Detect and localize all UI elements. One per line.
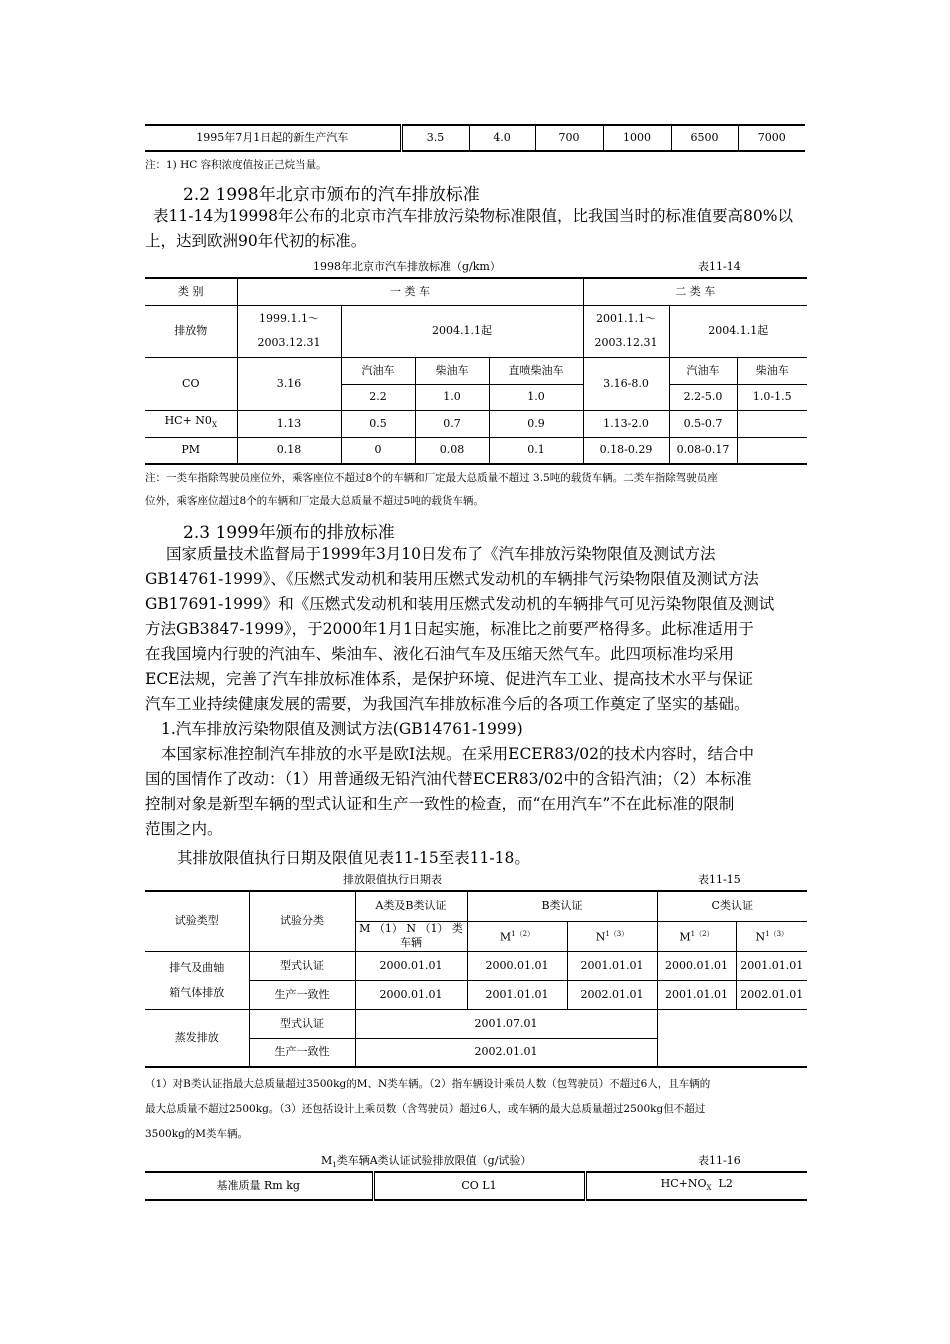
para-line: 在我国境内行驶的汽油车、柴油车、液化石油气车及压缩天然气车。此四项标准均采用 bbox=[145, 645, 735, 663]
table-note bbox=[145, 1072, 809, 1147]
table-cell: 排放物 bbox=[145, 305, 237, 357]
table-cell bbox=[145, 410, 237, 437]
table-cell: 1995年7月1日起的新生产汽车 bbox=[145, 125, 401, 151]
paragraph bbox=[145, 542, 809, 871]
table-cell: PM bbox=[145, 437, 237, 464]
table-note bbox=[145, 467, 809, 513]
table-cell: 2004.1.1起 bbox=[669, 305, 807, 357]
n1-label: N bbox=[755, 930, 766, 944]
para-line: ECE法规，完善了汽车排放标准体系，是保护环境、促进汽车工业、提高技术水平与保证 bbox=[145, 670, 753, 688]
para-line: 方法GB3847-1999》，于2000年1月1日起实施，标准比之前要严格得多。此标准适用于 bbox=[145, 620, 754, 638]
table-cell bbox=[737, 437, 807, 464]
hcnox-rest: L2 bbox=[711, 1176, 733, 1190]
table-cell: 试验类型 bbox=[145, 891, 249, 951]
m1-label: M bbox=[679, 930, 691, 944]
table-cell: 2000.01.01 bbox=[355, 980, 467, 1009]
table-cell: 1.0-1.5 bbox=[737, 384, 807, 410]
table-11-15 bbox=[145, 890, 807, 1068]
table-cell: 2001.01.01 bbox=[467, 980, 567, 1009]
table-cell: 汽油车 bbox=[341, 357, 415, 384]
hcnox-sub: X bbox=[706, 1184, 712, 1193]
table-cell: 生产一致性 bbox=[249, 980, 355, 1009]
table-cell: 4.0 bbox=[469, 125, 535, 151]
para-line: 其排放限值执行日期及限值见表11-15至表11-18。 bbox=[177, 849, 530, 867]
table-number: 表11-14 bbox=[698, 260, 741, 273]
table-cell: 0.18 bbox=[237, 437, 341, 464]
table-caption: 1998年北京市汽车排放标准（g/km） bbox=[313, 260, 501, 273]
table-cell: 类 别 bbox=[145, 278, 237, 305]
table-cell bbox=[657, 921, 736, 951]
table-cell: 2004.1.1起 bbox=[341, 305, 583, 357]
note-line: 3500kg的M类车辆。 bbox=[145, 1128, 249, 1140]
caption-sub: 1 bbox=[332, 1161, 337, 1170]
list-item: 1.汽车排放污染物限值及测试方法(GB14761-1999) bbox=[161, 720, 523, 738]
date-line: 2003.12.31 bbox=[594, 336, 658, 349]
table-cell: 0.08-0.17 bbox=[669, 437, 737, 464]
table-cell: 生产一致性 bbox=[249, 1038, 355, 1067]
table-cell: 0 bbox=[341, 437, 415, 464]
table-cell: 型式认证 bbox=[249, 951, 355, 980]
caption-rest: 类车辆A类认证试验排放限值（g/试验） bbox=[336, 1154, 532, 1167]
table-cell: 直喷柴油车 bbox=[489, 357, 583, 384]
date-line: 2003.12.31 bbox=[257, 336, 321, 349]
section-heading: 2.2 1998年北京市颁布的汽车排放标准 bbox=[183, 185, 480, 205]
table-cell: 0.1 bbox=[489, 437, 583, 464]
table-cell: 7000 bbox=[738, 125, 805, 151]
table-cell: 3.5 bbox=[401, 125, 469, 151]
para-line: 国家质量技术监督局于1999年3月10日发布了《汽车排放污染物限值及测试方法 bbox=[166, 545, 716, 563]
table-cell: 3.16 bbox=[237, 357, 341, 410]
para-line: GB17691-1999》和《压燃式发动机和装用压燃式发动机的车辆排气可见污染物限值及测试 bbox=[145, 595, 775, 613]
table-11-14 bbox=[145, 277, 807, 465]
table-cell bbox=[467, 921, 567, 951]
paragraph: 表11-14为19998年公布的北京市汽车排放污染物标准限值，比我国当时的标准值要高80%以上，达到欧洲90年代初的标准。 bbox=[145, 207, 793, 250]
empty-cell bbox=[657, 1009, 807, 1067]
table-caption bbox=[321, 1152, 531, 1169]
table-cell: 2000.01.01 bbox=[657, 951, 736, 980]
caption-m: M bbox=[321, 1154, 333, 1167]
table-cell: 2.2-5.0 bbox=[669, 384, 737, 410]
table-cell: 1.0 bbox=[415, 384, 489, 410]
table-cell: 3.16-8.0 bbox=[583, 357, 669, 410]
para-line: 范围之内。 bbox=[145, 820, 223, 838]
table-cell: C类认证 bbox=[657, 891, 807, 921]
table-cell: A类及B类认证 bbox=[355, 891, 467, 921]
table-cell: 一 类 车 bbox=[237, 278, 583, 305]
table-cell: 0.9 bbox=[489, 410, 583, 437]
table-cell: 2002.01.01 bbox=[567, 980, 657, 1009]
cell-line: 排气及曲轴 bbox=[169, 961, 225, 974]
table-cell: 型式认证 bbox=[249, 1009, 355, 1038]
table-cell: 2001.01.01 bbox=[567, 951, 657, 980]
table-cell bbox=[585, 1172, 807, 1200]
table-cell: 2000.01.01 bbox=[355, 951, 467, 980]
table-cell: 1.13 bbox=[237, 410, 341, 437]
table-cell bbox=[736, 921, 807, 951]
table-cell: 试验分类 bbox=[249, 891, 355, 951]
m1-label: M bbox=[499, 930, 512, 944]
table-cell: B类认证 bbox=[467, 891, 657, 921]
table-cell: 0.18-0.29 bbox=[583, 437, 669, 464]
table-cell: 6500 bbox=[671, 125, 738, 151]
hcnox-label: HC+NO bbox=[660, 1176, 707, 1190]
table-cell: 0.5-0.7 bbox=[669, 410, 737, 437]
n1-sup: 1（3） bbox=[605, 930, 629, 939]
table-cell: 2002.01.01 bbox=[736, 980, 807, 1009]
table-1995-fragment bbox=[145, 124, 805, 152]
table-caption: 排放限值执行日期表 bbox=[343, 873, 442, 886]
table-cell: 基准质量 Rm kg bbox=[145, 1172, 373, 1200]
table-number: 表11-16 bbox=[698, 1154, 741, 1167]
note-line: 注：一类车指除驾驶员座位外，乘客座位不超过8个的车辆和厂定最大总质量不超过 3.5吨的载货车辆。二类车指除驾驶员座 bbox=[145, 472, 718, 484]
note-line: 位外，乘客座位超过8个的车辆和厂定最大总质量不超过5吨的载货车辆。 bbox=[145, 495, 484, 507]
table-cell bbox=[583, 305, 669, 357]
para-line: 本国家标准控制汽车排放的水平是欧Ⅰ法规。在采用ECER83/02的技术内容时，结合中 bbox=[161, 745, 754, 763]
table-cell: 2002.01.01 bbox=[355, 1038, 657, 1067]
para-line: 汽车工业持续健康发展的需要，为我国汽车排放标准今后的各项工作奠定了坚实的基础。 bbox=[145, 695, 750, 713]
table-cell: 2001.07.01 bbox=[355, 1009, 657, 1038]
table-cell: 2000.01.01 bbox=[467, 951, 567, 980]
table-cell: 柴油车 bbox=[737, 357, 807, 384]
hc-label: HC+ N0 bbox=[164, 414, 212, 428]
table-cell: 1.13-2.0 bbox=[583, 410, 669, 437]
table-cell: 1000 bbox=[603, 125, 671, 151]
note-line: （1）对B类认证指最大总质量超过3500kg的M、N类车辆。（2）指车辆设计乘员人数（包驾驶员）不超过6人，且车辆的 bbox=[145, 1078, 711, 1090]
table-number: 表11-15 bbox=[698, 873, 741, 886]
table-cell: 2001.01.01 bbox=[736, 951, 807, 980]
table-cell bbox=[737, 410, 807, 437]
table-cell: 0.7 bbox=[415, 410, 489, 437]
table-cell: 汽油车 bbox=[669, 357, 737, 384]
table-cell bbox=[567, 921, 657, 951]
table-cell: 蒸发排放 bbox=[145, 1009, 249, 1067]
para-line: 国的国情作了改动：（1）用普通级无铅汽油代替ECER83/02中的含铅汽油；（2）本标准 bbox=[145, 770, 752, 788]
table-11-16 bbox=[145, 1171, 807, 1201]
table-cell bbox=[237, 305, 341, 357]
cell-line: 箱气体排放 bbox=[169, 986, 225, 999]
table-cell: 2001.01.01 bbox=[657, 980, 736, 1009]
table-cell: 2.2 bbox=[341, 384, 415, 410]
table-cell: 柴油车 bbox=[415, 357, 489, 384]
hc-sub: X bbox=[211, 421, 217, 430]
table-cell: CO bbox=[145, 357, 237, 410]
table-cell: 700 bbox=[535, 125, 603, 151]
table-cell: M （1） N （1） 类车辆 bbox=[355, 921, 467, 951]
para-line: GB14761-1999》、《压燃式发动机和装用压燃式发动机的车辆排气污染物限值及测试方法 bbox=[145, 570, 759, 588]
table-note: 注：1) HC 容积浓度值按正己烷当量。 bbox=[145, 159, 327, 171]
n1-sup: 1（3） bbox=[765, 930, 789, 939]
date-line: 2001.1.1～ bbox=[596, 312, 656, 325]
table-cell: 二 类 车 bbox=[583, 278, 807, 305]
table-cell bbox=[145, 951, 249, 1009]
table-cell: 0.08 bbox=[415, 437, 489, 464]
date-line: 1999.1.1～ bbox=[259, 312, 319, 325]
table-cell: CO L1 bbox=[373, 1172, 585, 1200]
section-heading: 2.3 1999年颁布的排放标准 bbox=[183, 523, 395, 543]
table-cell: 0.5 bbox=[341, 410, 415, 437]
n1-label: N bbox=[595, 930, 606, 944]
m1-sup: 1（2） bbox=[511, 930, 535, 939]
m1-sup: 1（2） bbox=[690, 930, 714, 939]
para-line: 控制对象是新型车辆的型式认证和生产一致性的检查，而“在用汽车”不在此标准的限制 bbox=[145, 795, 735, 813]
table-cell: 1.0 bbox=[489, 384, 583, 410]
note-line: 最大总质量不超过2500kg。（3）还包括设计上乘员数（含驾驶员）超过6人，或车辆的最大总质量超过2500kg但不超过 bbox=[145, 1103, 706, 1115]
